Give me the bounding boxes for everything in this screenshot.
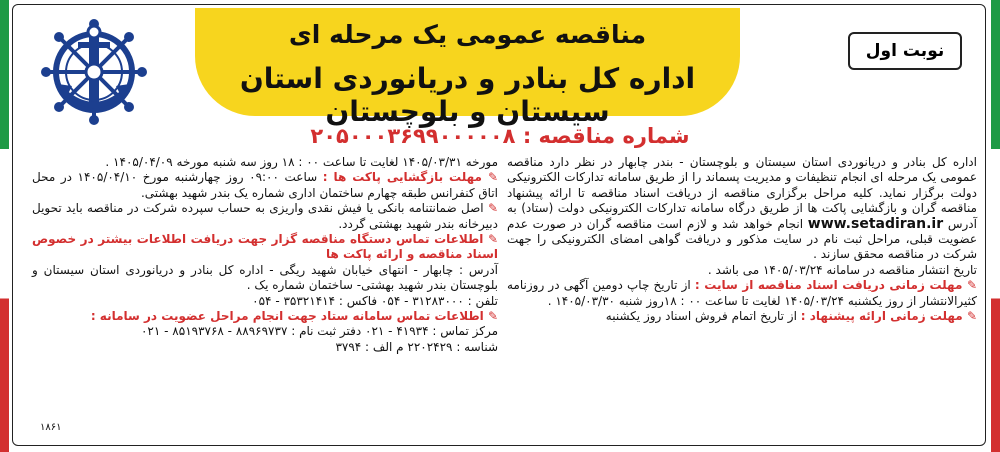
proposal-deadline <box>507 309 977 324</box>
tender-number: ۲۰۵۰۰۰۳۶۹۹۰۰۰۰۰۸ <box>310 124 516 148</box>
footer-code: ۱۸۶۱ <box>40 422 62 433</box>
contact-heading: ✎ اطلاعات تماس دستگاه مناقصه گزار جهت دریافت اطلاعات بیشتر در خصوص اسناد مناقصه و ارائه پاکت ها <box>32 232 498 262</box>
opening-time <box>32 170 498 201</box>
pencil-mark-icon: ✎ <box>966 278 978 293</box>
pencil-mark-icon: ✎ <box>487 309 498 324</box>
tender-number-line <box>300 124 700 148</box>
address: آدرس : چابهار - انتهای خیابان شهید ریگی - اداره کل بنادر و دریانوردی استان سیستان و بلوچستان بندر شهید بهشتی- ساختمان شماره یک . <box>32 262 498 293</box>
opening-heading: ✎ مهلت بازگشایی پاکت ها : <box>322 170 498 185</box>
right-column <box>507 155 977 324</box>
publish-date: تاریخ انتشار مناقصه در سامانه ۱۴۰۵/۰۳/۲۴ می باشد . <box>707 262 977 277</box>
intro-text-cont: انجام خواهد شد و لازم است مناقصه گران در صورت عدم عضویت قبلی، مراحل ثبت نام در سایت مذکور و دریافت گواهی امضای الکترونیکی را جهت شرکت در مناقصه محقق سازند . <box>507 216 977 262</box>
left-column <box>32 155 498 355</box>
proposal-deadline-heading: ✎ مهلت زمانی ارائه پیشنهاد : <box>800 309 977 324</box>
proposal-deadline-text: از تاریخ اتمام فروش اسناد روز یکشنبه <box>605 309 797 324</box>
intro-text: اداره کل بنادر و دریانوردی استان سیستان و بلوچستان - بندر چابهار در نظر دارد مناقصه عمومی یک مرحله ای انجام تنظیفات و مدیریت پسماند را از طریق سامانه تدارکات الکترونیکی دولت برگزار نماید. کلیه مراحل برگزاری مناقصه از دریافت اسناد مناقصه تا ارائه پیشنهاد مناقصه گران و بازگشایی پاکت ها از طریق درگاه سامانه تدارکات الکترونیکی دولت (ستاد) به آدرس <box>507 155 977 231</box>
title-line-1: مناقصه عمومی یک مرحله ای <box>288 20 647 49</box>
documents-deadline-text: از تاریخ چاپ دومین آگهی در روزنامه کثیرالانتشار از روز یکشنبه ۱۴۰۵/۰۳/۲۴ لغایت تا ساعت ۰۰ : ۱۸روز شنبه ۱۴۰۵/۰۳/۳۰ . <box>507 278 977 308</box>
documents-deadline <box>507 278 977 309</box>
pencil-mark-icon: ✎ <box>487 232 498 247</box>
ad-identifier: شناسه : ۲۲۰۲۴۲۹ م الف : ۳۷۹۴ <box>335 339 498 354</box>
pencil-mark-icon: ✎ <box>487 201 498 216</box>
round-badge: نوبت اول <box>848 32 962 70</box>
title-line-2: اداره کل بنادر و دریانوردی استان سیستان و بلوچستان <box>239 62 696 128</box>
setad-contact-heading: ✎ اطلاعات تماس سامانه ستاد جهت انجام مراحل عضویت در سامانه : <box>90 309 498 324</box>
setad-phones: مرکز تماس : ۴۱۹۳۴ - ۰۲۱ دفتر ثبت نام : ۸۸۹۶۹۷۳۷ - ۸۵۱۹۳۷۶۸ - ۰۲۱ <box>140 324 498 339</box>
documents-deadline-heading: ✎ مهلت زمانی دریافت اسناد مناقصه از سایت : <box>694 278 978 293</box>
opening-text: ساعت ۰۹:۰۰ روز چهارشنبه مورخ ۱۴۰۵/۰۴/۱۰ در محل اتاق کنفرانس طبقه چهارم ساختمان اداری شماره یک بندر شهید بهشتی. <box>32 170 498 200</box>
pencil-mark-icon: ✎ <box>966 309 977 324</box>
website-link[interactable]: www.setadiran.ir <box>807 215 944 232</box>
proposal-deadline-cont: مورخه ۱۴۰۵/۰۳/۳۱ لغایت تا ساعت ۰۰ : ۱۸ روز سه شنبه مورخه ۱۴۰۵/۰۴/۰۹ . <box>105 155 498 169</box>
title-banner <box>195 8 740 128</box>
guarantee-text: اصل ضمانتنامه بانکی یا فیش نقدی واریزی به حساب سپرده شرکت در مناقصه باید تحویل دبیرخانه بندر شهید بهشتی گردد. <box>32 201 498 231</box>
intro-paragraph <box>507 155 977 263</box>
flag-stripe-right <box>991 0 1000 452</box>
pencil-mark-icon: ✎ <box>487 170 498 185</box>
guarantee-note <box>32 201 498 232</box>
flag-stripe-left <box>0 0 9 452</box>
tender-number-label: شماره مناقصه : <box>522 124 690 148</box>
anchor-ship-wheel-icon <box>34 14 154 126</box>
phone-fax: تلفن : ۳۱۲۸۳۰۰۰ - ۰۵۴ فاکس : ۳۵۳۲۱۴۱۴ - ۰۵۴ <box>252 293 498 308</box>
